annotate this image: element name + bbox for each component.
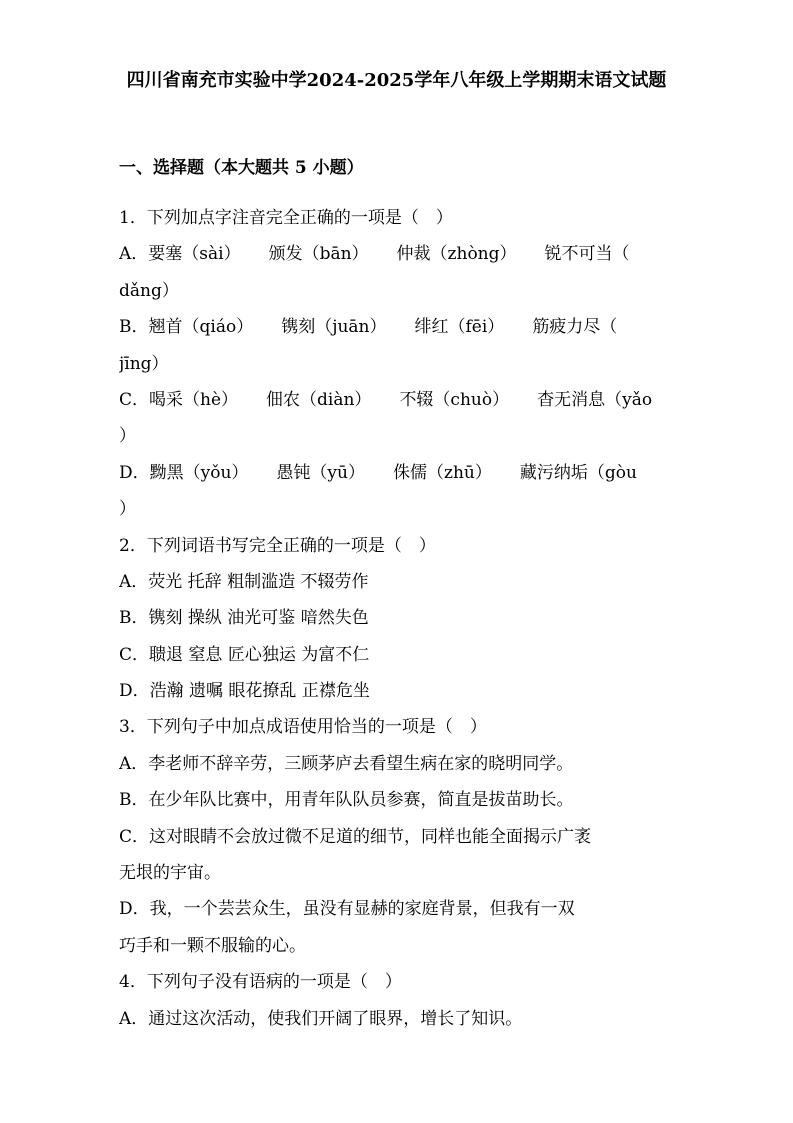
q1-option-c — [119, 382, 675, 418]
q3-stem: 3．下列句子中加点成语使用恰当的一项是（ ） — [119, 717, 487, 738]
q3-option-d-cont: 巧手和一颗不服输的心。 — [119, 935, 306, 956]
q1-option-d — [119, 455, 675, 491]
q1-option-d-label: D． — [119, 462, 150, 483]
question-content — [119, 200, 675, 1037]
q1-option-a-tail: dǎng） — [119, 280, 179, 301]
q1-option-d-tail: ） — [119, 499, 136, 520]
q2-option-d: D．浩瀚 遗嘱 眼花撩乱 正襟危坐 — [119, 681, 370, 702]
q2-stem: 2．下列词语书写完全正确的一项是（ ） — [119, 535, 436, 556]
q1-option-b-label: B． — [119, 317, 149, 338]
q4-option-a: A．通过这次活动，使我们开阔了眼界，增长了知识。 — [119, 1008, 523, 1029]
page-title: 四川省南充市实验中学2024-2025学年八年级上学期期末语文试题 — [126, 70, 667, 91]
q3-option-a: A．李老师不辞辛劳，三顾茅庐去看望生病在家的晓明同学。 — [119, 753, 574, 774]
q2-option-c: C．聩退 窒息 匠心独运 为富不仁 — [119, 644, 370, 665]
q1-option-c-tail: ） — [119, 426, 136, 447]
q1-option-b-item: 翘首（qiáo） — [148, 317, 254, 338]
q1-option-b — [119, 309, 675, 345]
q1-option-a-item: 颁发（bān） — [268, 244, 369, 265]
q3-option-c: C．这对眼睛不会放过微不足道的细节，同样也能全面揭示广袤 — [119, 826, 592, 847]
q1-option-a — [119, 236, 675, 272]
q1-option-c-label: C． — [119, 389, 150, 410]
q1-option-b-item: 镌刻（juān） — [281, 317, 387, 338]
q2-option-b: B．镌刻 操纵 油光可鉴 喑然失色 — [119, 608, 369, 629]
q1-option-a-item: 锐不可当（ — [544, 244, 630, 265]
q3-option-d: D．我，一个芸芸众生，虽没有显赫的家庭背景，但我有一双 — [119, 899, 575, 920]
q4-stem: 4．下列句子没有语病的一项是（ ） — [119, 972, 402, 993]
q1-option-d-item: 藏污纳垢（gòu — [519, 462, 637, 483]
q1-option-a-item: 要塞（sài） — [148, 244, 241, 265]
section-heading: 一、选择题（本大题共 5 小题） — [119, 158, 364, 178]
q1-option-a-label: A． — [119, 244, 149, 265]
q1-option-d-item: 愚钝（yū） — [276, 462, 365, 483]
q2-option-a: A．荧光 托辞 粗制滥造 不辍劳作 — [119, 571, 369, 592]
q1-option-d-item: 黝黑（yǒu） — [149, 462, 249, 483]
q1-option-b-item: 绯红（fēi） — [414, 317, 505, 338]
q1-option-b-tail: jīng） — [119, 353, 169, 374]
q1-option-a-item: 仲裁（zhòng） — [396, 244, 517, 265]
q1-option-c-item: 佃农（diàn） — [266, 389, 372, 410]
q1-option-c-item: 不辍（chuò） — [399, 389, 510, 410]
q3-option-c-cont: 无垠的宇宙。 — [119, 863, 221, 884]
q1-option-b-item: 筋疲力尽（ — [532, 317, 618, 338]
q3-option-b: B．在少年队比赛中，用青年队队员参赛，简直是拔苗助长。 — [119, 790, 574, 811]
q1-option-c-item: 喝采（hè） — [149, 389, 239, 410]
q1-option-c-item: 杳无消息（yǎo — [537, 389, 653, 410]
q1-stem: 1．下列加点字注音完全正确的一项是（ ） — [119, 208, 453, 228]
q1-option-d-item: 侏儒（zhū） — [393, 462, 492, 483]
